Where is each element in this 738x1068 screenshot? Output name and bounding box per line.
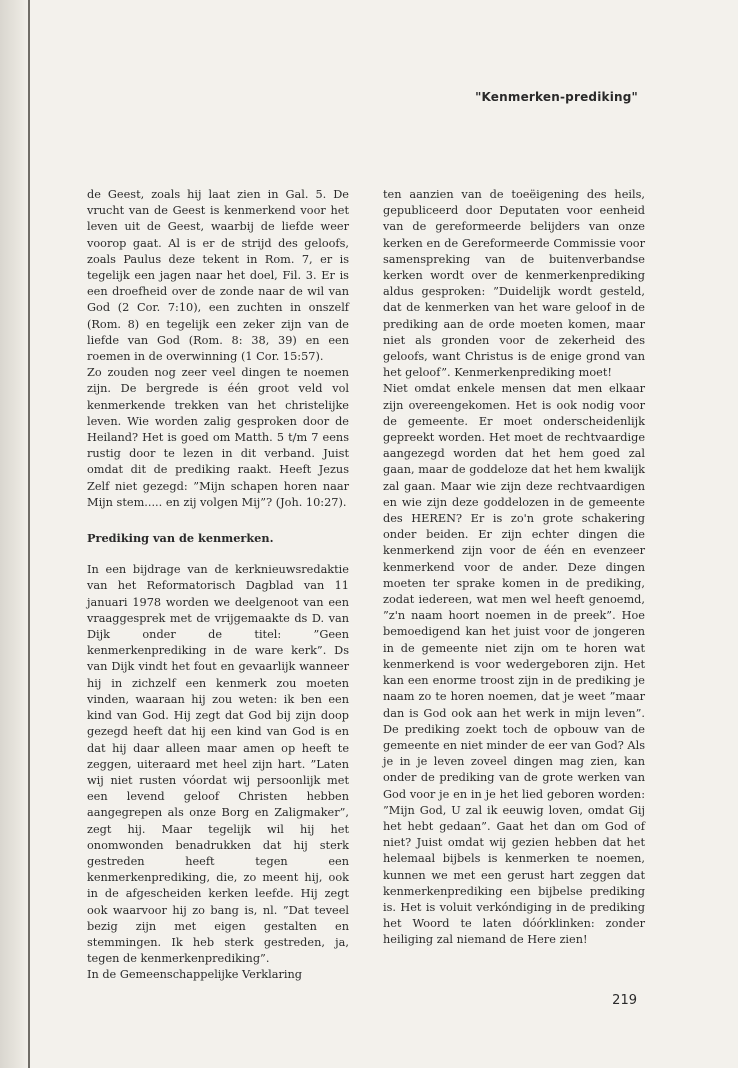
- section-subheading: Prediking van de kenmerken.: [87, 531, 274, 546]
- left-paragraph-1: de Geest, zoals hij laat zien in Gal. 5. De vrucht van de Geest is kenmerkend voor het leven uit de Geest, waarbij de liefde weer voorop gaat. Al is er de strijd des geloofs, zoals Paulus deze tekent in Rom. 7, er is tegelijk een jagen naar het doel, Fil. 3. Er is een droefheid over de zonde naar de wil van God (2 Cor. 7:10), een zuchten in onszelf (Rom. 8) en tegelijk een zeker zijn van de liefde van God (Rom. 8: 38, 39) en een roemen in de overwinning (1 Cor. 15:57).: [87, 188, 349, 364]
- right-paragraph-2: Niet omdat enkele mensen dat men elkaar zijn overeengekomen. Het is ook nodig voor de gemeente. Er moet onderscheidenlijk gepreekt worden. Het moet de rechtvaardige aangezegd worden dat het hem goed zal gaan, maar de goddeloze dat het hem kwalijk zal gaan. Maar wie zijn deze rechtvaardigen en wie zijn deze goddelozen in de gemeente des HEREN? Er is zo'n grote schakering onder beiden. Er zijn echter dingen die kenmerkend zijn voor de één en evenzeer kenmerkend voor de ander. Deze dingen moeten ter sprake komen in de prediking, zodat iedereen, wat men wel heeft genoemd, ”z'n naam hoort noemen in de preek”. Hoe bemoedigend kan het juist voor de jongeren in de gemeente niet zijn om te horen wat kenmerkend is voor wedergeboren zijn. Het kan een enorme troost zijn in de prediking je naam zo te horen noemen, dat je weet ”maar dan is God ook aan het werk in mijn leven”. De prediking zoekt toch de opbouw van de gemeente en niet minder de eer van God? Als je in je leven zoveel dingen mag zien, kan onder de prediking van de grote werken van God voor je en in je het lied geboren worden: ”Mijn God, U zal ik eeuwig loven, omdat Gij het hebt gedaan”. Gaat het dan om God of niet? Juist omdat wij gezien hebben dat het helemaal bijbels is kenmerken te noemen, kunnen we met een gerust hart zeggen dat kenmerkenprediking een bijbelse prediking is. Het is voluit verkóndiging in de prediking het Woord te laten dóórklinken: zonder heiliging zal niemand de Here zien!: [383, 382, 645, 947]
- right-paragraph-1: ten aanzien van de toeëigening des heils, gepubliceerd door Deputaten voor eenheid van de gereformeerde belijders van onze kerken en de Gereformeerde Commissie voor samenspreking van de buitenverbandse kerken wordt over de kenmerkenprediking aldus gesproken: ”Duidelijk wordt gesteld, dat de kenmerken van het ware geloof in de prediking aan de orde moeten komen, maar niet als gronden voor de zekerheid des geloofs, want Christus is de enige grond van het geloof”. Kenmerkenprediking moet!: [383, 188, 645, 380]
- page-binding-shadow: [0, 0, 30, 1068]
- left-paragraph-4: In de Gemeenschappelijke Verklaring: [87, 968, 302, 982]
- right-column: [383, 187, 645, 949]
- page-number: 219: [612, 993, 637, 1008]
- binding-edge-line: [28, 0, 30, 1068]
- left-paragraph-3: In een bijdrage van de kerknieuwsredaktie van het Reformatorisch Dagblad van 11 januari 1978 worden we deelgenoot van een vraaggesprek met de vrijgemaakte ds D. van Dijk onder de titel: ”Geen kenmerkenprediking in de ware kerk”. Ds van Dijk vindt het fout en gevaarlijk wanneer hij in zichzelf een kenmerk zou moeten vinden, waaraan hij zou weten: ik ben een kind van God. Hij zegt dat God bij zijn doop gezegd heeft dat hij een kind van God is en dat hij daar alleen maar amen op heeft te zeggen, uiteraard met heel zijn hart. ”Laten wij niet rusten vóordat wij persoonlijk met een levend geloof Christen hebben aangegrepen als onze Borg en Zaligmaker”, zegt hij. Maar tegelijk wil hij het onomwonden benadrukken dat hij sterk gestreden heeft tegen een kenmerkenprediking, die, zo meent hij, ook in de afgescheiden kerken leefde. Hij zegt ook waarvoor hij zo bang is, nl. ”Dat teveel bezig zijn met eigen gestalten en stemmingen. Ik heb sterk gestreden, ja, tegen de kenmerkenprediking”.: [87, 563, 349, 966]
- left-paragraph-2: Zo zouden nog zeer veel dingen te noemen zijn. De bergrede is één groot veld vol kenmerkende trekken van het christelijke leven. Wie worden zalig gesproken door de Heiland? Het is goed om Matth. 5 t/m 7 eens rustig door te lezen in dit verband. Juist omdat dit de prediking raakt. Heeft Jezus Zelf niet gezegd: ”Mijn schapen horen naar Mijn stem..... en zij volgen Mij”? (Joh. 10:27).: [87, 366, 349, 509]
- running-header: "Kenmerken-prediking": [475, 90, 638, 104]
- left-column: [87, 187, 349, 984]
